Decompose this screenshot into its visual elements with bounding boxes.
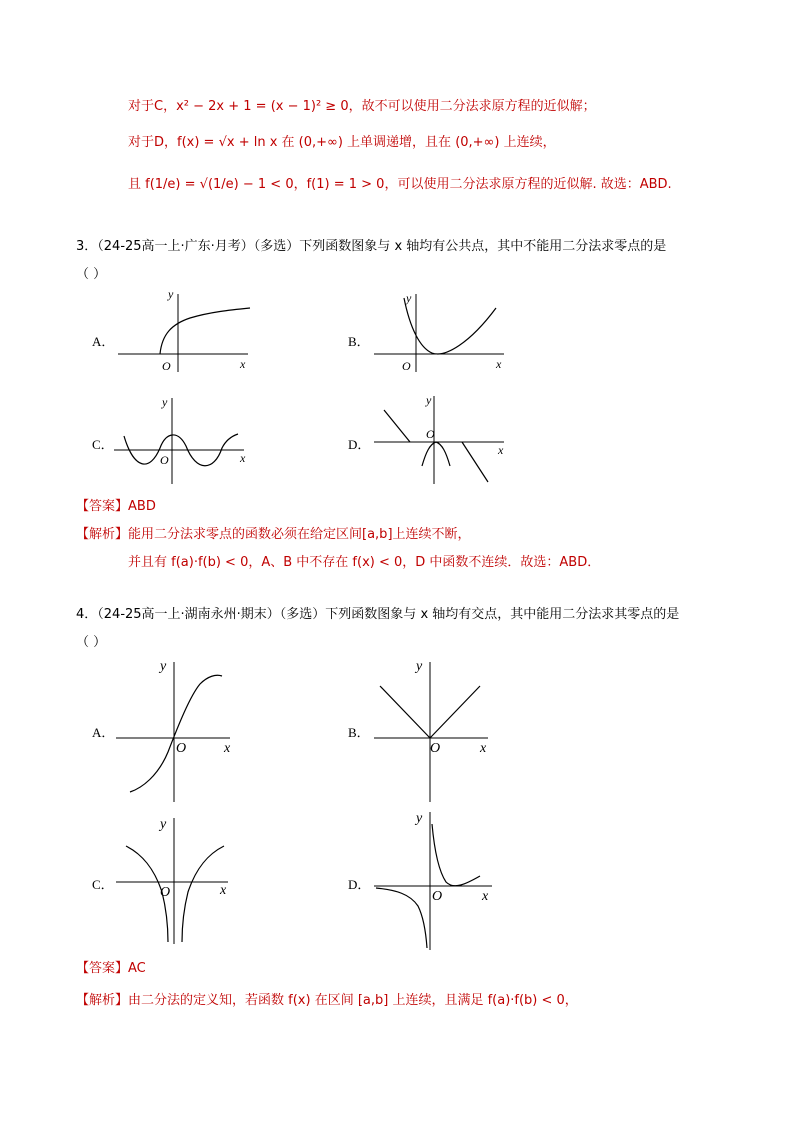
origin-label: O	[432, 889, 443, 904]
solution-line-d: 对于D，f(x) = √x + ln x 在 (0,+∞) 上单调递增，且在 (0,+∞) 上连续，	[128, 135, 556, 150]
q4-option-a-label: A．	[92, 725, 115, 740]
q3-graph-d	[370, 392, 520, 488]
q3-option-b-label: B．	[348, 334, 370, 349]
q4-graph-d	[370, 806, 520, 952]
origin-label: O	[160, 453, 169, 467]
x-axis-label: x	[224, 741, 231, 756]
solution-line-conclusion: 且 f(1/e) = √(1/e) − 1 < 0，f(1) = 1 > 0，可以使用二分法求原方程的近似解. 故选：ABD.	[128, 177, 672, 192]
q4-graph-a	[112, 656, 262, 806]
q4-graph-b	[370, 656, 520, 806]
q3-graph-c	[110, 392, 260, 488]
q3-paren: （ ）	[76, 267, 107, 282]
answer-text: AC	[128, 961, 146, 976]
q4-analysis	[76, 992, 578, 1010]
x-axis-label: x	[498, 443, 504, 457]
y-axis-label: y	[406, 291, 412, 305]
q4-stem: 4．（24-25高一上·湖南永州·期末）（多选）下列函数图象与 x 轴均有交点，其中能用二分法求其零点的是	[76, 607, 680, 622]
origin-label: O	[160, 885, 171, 900]
q3-graph-a	[110, 288, 260, 378]
x-axis-label: x	[240, 357, 246, 371]
analysis-tag: 【解析】	[76, 527, 129, 542]
q4-paren: （ ）	[76, 635, 107, 650]
x-axis-label: x	[496, 357, 502, 371]
origin-label: O	[162, 359, 171, 373]
origin-label: O	[430, 741, 441, 756]
q4-option-c-label: C．	[92, 877, 114, 892]
origin-label: O	[176, 741, 187, 756]
q4-answer	[76, 960, 146, 978]
q3-analysis	[76, 526, 471, 544]
q3-option-a-label: A．	[92, 334, 115, 349]
origin-label: O	[426, 427, 435, 441]
x-axis-label: x	[482, 889, 489, 904]
y-axis-label: y	[160, 817, 167, 832]
y-axis-label: y	[426, 393, 432, 407]
answer-tag: 【答案】	[76, 499, 129, 514]
answer-text: ABD	[128, 499, 156, 514]
q4-graph-c	[112, 812, 262, 948]
y-axis-label: y	[162, 395, 168, 409]
analysis-text-1: 能用二分法求零点的函数必须在给定区间[a,b]上连续不断，	[128, 527, 471, 542]
solution-line-c: 对于C，x² − 2x + 1 = (x − 1)² ≥ 0，故不可以使用二分法求原方程的近似解；	[128, 99, 596, 114]
x-axis-label: x	[480, 741, 487, 756]
q3-option-d-label: D．	[348, 437, 371, 452]
x-axis-label: x	[220, 883, 227, 898]
q3-option-c-label: C．	[92, 437, 114, 452]
y-axis-label: y	[160, 659, 167, 674]
analysis-tag: 【解析】	[76, 993, 129, 1008]
y-axis-label: y	[168, 287, 174, 301]
q4-option-b-label: B．	[348, 725, 370, 740]
q3-graph-b	[370, 288, 520, 378]
y-axis-label: y	[416, 659, 423, 674]
origin-label: O	[402, 359, 411, 373]
x-axis-label: x	[240, 451, 246, 465]
q3-stem: 3．（24-25高一上·广东·月考）（多选）下列函数图象与 x 轴均有公共点，其中不能用二分法求零点的是	[76, 239, 667, 254]
q4-option-d-label: D．	[348, 877, 371, 892]
y-axis-label: y	[416, 811, 423, 826]
q3-analysis-line-2: 并且有 f(a)·f(b) < 0，A、B 中不存在 f(x) < 0，D 中函数不连续．故选：ABD．	[128, 555, 601, 570]
q3-answer	[76, 498, 156, 516]
analysis-text-1: 由二分法的定义知，若函数 f(x) 在区间 [a,b] 上连续，且满足 f(a)·f(b) < 0，	[128, 993, 578, 1008]
answer-tag: 【答案】	[76, 961, 129, 976]
